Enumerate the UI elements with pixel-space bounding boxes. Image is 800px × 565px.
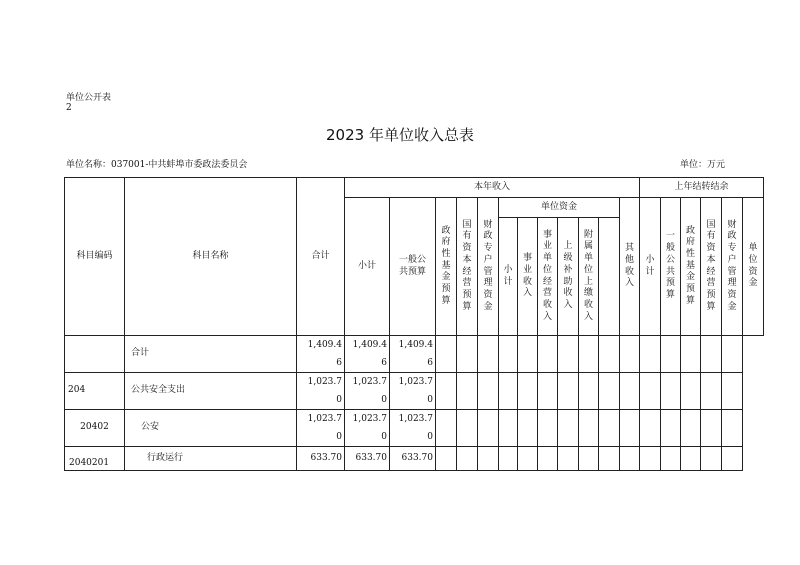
- row-total: 1,023.7 0: [297, 373, 345, 410]
- other-income-header: 其他收入: [620, 198, 640, 336]
- co-general-header: 一般公共预算: [661, 198, 681, 336]
- table-row: [65, 447, 764, 471]
- row-total: 633.70: [297, 447, 345, 471]
- row-code: 2040201: [65, 447, 125, 471]
- operating-income-header: 事业单位经营收入: [538, 218, 558, 336]
- row-name: 公安: [125, 410, 297, 447]
- table-row: [65, 373, 764, 410]
- col-code-header: 科目编码: [65, 178, 125, 336]
- page-title: 2023 年单位收入总表: [326, 126, 474, 144]
- unit-funds-header: 单位资金: [499, 198, 620, 218]
- col-name-header: 科目名称: [125, 178, 297, 336]
- special-fund-header: 财政专户管理资金: [478, 198, 499, 336]
- table-row: [65, 336, 764, 373]
- row-subtotal: 633.70: [345, 447, 390, 471]
- row-name: 行政运行: [125, 447, 297, 471]
- row-subtotal: 1,409.4 6: [345, 336, 390, 373]
- general-budget-header: 一般公共预算: [390, 198, 436, 336]
- row-general: 633.70: [390, 447, 436, 471]
- state-capital-header: 国有资本经营预算: [457, 198, 478, 336]
- row-total: 1,409.4 6: [297, 336, 345, 373]
- co-gov-fund-header: 政府性基金预算: [681, 198, 701, 336]
- co-special-fund-header: 财政专户管理资金: [722, 198, 743, 336]
- row-code: [65, 336, 125, 373]
- income-table: [64, 177, 764, 471]
- row-general: 1,023.7 0: [390, 373, 436, 410]
- current-year-header: 本年收入: [345, 178, 640, 198]
- superior-subsidy-header: 上级补助收入: [558, 218, 579, 336]
- co-subtotal-header: 小计: [640, 198, 661, 336]
- subtotal-header: 小计: [345, 198, 390, 336]
- row-general: 1,023.7 0: [390, 410, 436, 447]
- co-unit-funds-header: 单位资金: [743, 198, 764, 336]
- row-code: 20402: [65, 410, 125, 447]
- col-total-header: 合计: [297, 178, 345, 336]
- row-general: 1,409.4 6: [390, 336, 436, 373]
- row-subtotal: 1,023.7 0: [345, 410, 390, 447]
- affiliated-income-header: 附属单位上缴收入: [579, 218, 599, 336]
- co-state-capital-header: 国有资本经营预算: [701, 198, 722, 336]
- unit-label: 单位名称：037001-中共蚌埠市委政法委员会: [66, 160, 248, 170]
- unit-subtotal-header: 小计: [499, 218, 518, 336]
- gov-fund-header: 政府性基金预算: [436, 198, 457, 336]
- row-code: 204: [65, 373, 125, 410]
- currency-label: 单位：万元: [680, 160, 726, 170]
- row-subtotal: 1,023.7 0: [345, 373, 390, 410]
- row-total: 1,023.7 0: [297, 410, 345, 447]
- row-name: 公共安全支出: [125, 373, 297, 410]
- form-number: 2: [66, 103, 72, 113]
- table-row: [65, 410, 764, 447]
- row-name: 合计: [125, 336, 297, 373]
- form-name: 单位公开表: [66, 93, 112, 103]
- business-income-header: 事业收入: [518, 218, 538, 336]
- carryover-header: 上年结转结余: [640, 178, 764, 198]
